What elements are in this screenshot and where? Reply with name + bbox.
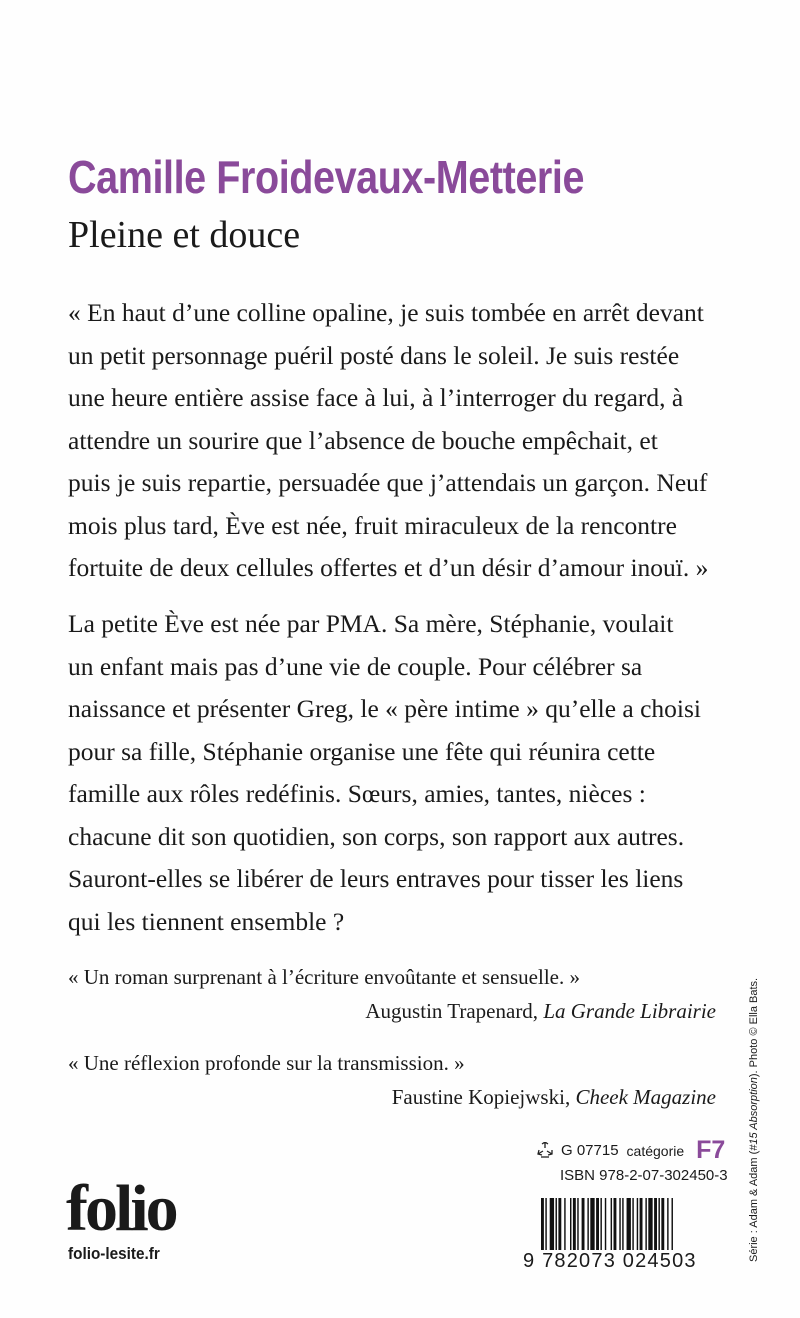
- barcode-bar: [596, 1198, 599, 1250]
- barcode-bar: [577, 1198, 578, 1250]
- excerpt-line: « En haut d’une colline opaline, je suis tombée en arrêt devant: [68, 298, 704, 327]
- barcode-bar: [558, 1198, 561, 1250]
- summary-line: chacune dit son quotidien, son corps, son rapport aux autres.: [68, 821, 685, 851]
- publisher-website: folio-lesite.fr: [68, 1244, 160, 1263]
- barcode-bar: [570, 1198, 571, 1250]
- credit-series: #15 Absorption: [748, 1077, 760, 1151]
- excerpt-line: un petit personnage puéril posté dans le soleil. Je suis restée: [68, 340, 680, 370]
- review-outlet: La Grande Librairie: [543, 999, 716, 1023]
- summary-paragraph: [68, 603, 718, 943]
- barcode-number: 9 782073 024503: [523, 1250, 697, 1272]
- excerpt-line: puis je suis repartie, persuadée que j’attendais un garçon. Neuf: [68, 468, 708, 497]
- barcode-bar: [582, 1198, 585, 1250]
- barcode-bar: [545, 1198, 546, 1250]
- barcode-bar: [573, 1198, 576, 1250]
- barcode-bar: [654, 1198, 657, 1250]
- summary-line: naissance et présenter Greg, le « père intime » qu’elle a choisi: [68, 694, 701, 723]
- barcode-bar: [632, 1198, 633, 1250]
- barcode-bar: [550, 1198, 554, 1250]
- barcode-bar: [622, 1198, 623, 1250]
- barcode-bar: [672, 1198, 673, 1250]
- review-text: « Un roman surprenant à l’écriture envoûtante et sensuelle. »: [68, 965, 580, 989]
- barcode-bar: [619, 1198, 620, 1250]
- category-badge: F7: [696, 1136, 726, 1164]
- reviewer-name: Augustin Trapenard,: [365, 999, 544, 1023]
- barcode-bar: [614, 1198, 617, 1250]
- review-quote: [68, 960, 716, 1028]
- isbn: ISBN 978-2-07-302450-3: [560, 1167, 728, 1184]
- barcode-bar: [640, 1198, 643, 1250]
- barcode-bar: [648, 1198, 652, 1250]
- category-label: catégorie: [626, 1142, 685, 1159]
- summary-line: qui les tiennent ensemble ?: [68, 906, 345, 936]
- review-source: [68, 994, 716, 1028]
- barcode-bar: [600, 1198, 601, 1250]
- excerpt-paragraph: [68, 292, 718, 590]
- reviewer-name: Faustine Kopiejwski,: [391, 1085, 576, 1109]
- excerpt-line: mois plus tard, Ève est née, fruit miraculeux de la rencontre: [68, 510, 677, 540]
- summary-line: pour sa fille, Stéphanie organise une fête qui réunira cette: [68, 736, 656, 766]
- folio-logo: folio: [66, 1172, 176, 1245]
- barcode-bar: [564, 1198, 565, 1250]
- barcode-bar: [605, 1198, 606, 1250]
- book-title: Pleine et douce: [68, 214, 301, 256]
- product-code-line: [537, 1136, 725, 1165]
- summary-line: La petite Ève est née par PMA. Sa mère, Stéphanie, voulait: [68, 609, 674, 638]
- barcode-bar: [611, 1198, 612, 1250]
- barcode-bar: [645, 1198, 646, 1250]
- credit-prefix: Série : Adam & Adam (: [748, 1150, 760, 1262]
- review-source: [68, 1080, 716, 1114]
- photo-credit: [748, 978, 760, 1262]
- barcode-bar: [590, 1198, 594, 1250]
- review-text: « Une réflexion profonde sur la transmission. »: [68, 1051, 465, 1075]
- review-outlet: Cheek Magazine: [575, 1085, 716, 1109]
- product-code: G 07715: [561, 1142, 619, 1159]
- review-quote: [68, 1046, 716, 1114]
- summary-line: famille aux rôles redéfinis. Sœurs, amies, tantes, nièces :: [68, 779, 646, 808]
- recycle-icon: [537, 1142, 553, 1160]
- barcode-bar: [637, 1198, 638, 1250]
- barcode-bar: [667, 1198, 668, 1250]
- author-name: Camille Froidevaux-Metterie: [68, 151, 585, 203]
- barcode-bar: [658, 1198, 659, 1250]
- summary-line: Sauront-elles se libérer de leurs entraves pour tisser les liens: [68, 864, 684, 893]
- excerpt-line: fortuite de deux cellules offertes et d’un désir d’amour inouï. »: [68, 553, 709, 582]
- barcode-bar: [541, 1198, 544, 1250]
- barcode-bar: [587, 1198, 588, 1250]
- excerpt-line: attendre un sourire que l’absence de bouche empêchait, et: [68, 425, 658, 455]
- barcode-bar: [556, 1198, 557, 1250]
- summary-line: un enfant mais pas d’une vie de couple. Pour célébrer sa: [68, 651, 643, 681]
- credit-suffix: ). Photo © Ella Bats.: [748, 977, 760, 1078]
- barcode-bar: [661, 1198, 664, 1250]
- barcode-bar: [627, 1198, 631, 1250]
- excerpt-line: une heure entière assise face à lui, à l’interroger du regard, à: [68, 383, 684, 412]
